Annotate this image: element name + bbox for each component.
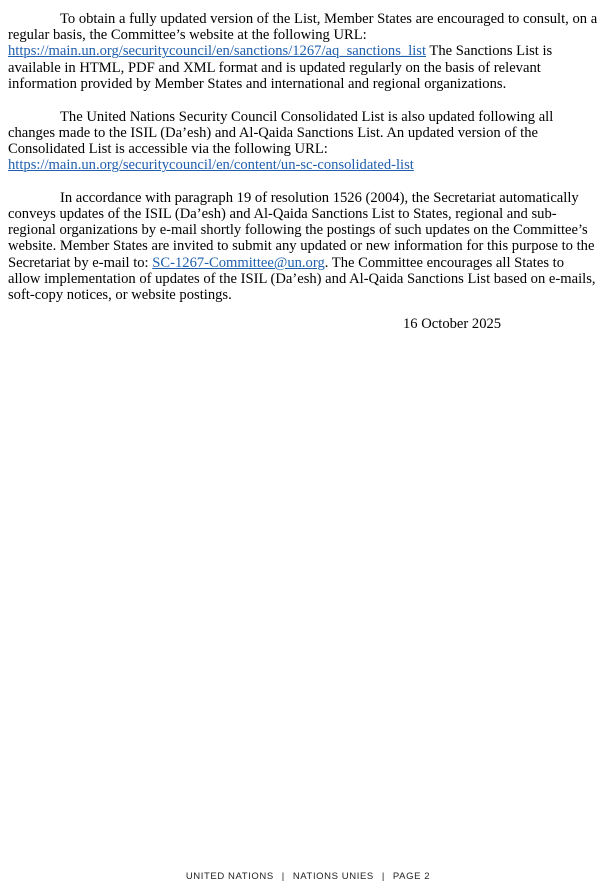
committee-email-link[interactable]: SC-1267-Committee@un.org <box>152 254 325 271</box>
paragraph-text: To obtain a fully updated version of the List, Member States are encouraged to consult, on a regular basis, the Committee’s website at the following URL: <box>8 11 598 44</box>
paragraph-text: The United Nations Security Council Consolidated List is also updated following all changes made to the ISIL (Da’esh) and Al-Qaida Sanctions List. An updated version of the Consolidated List is accessible via the following URL: <box>8 108 554 157</box>
paragraph-text: The Sanctions List is available in HTML, PDF and XML format and is updated regularly on the basis of relevant information provided by Member States and international and regional organizations. <box>8 43 553 92</box>
paragraph-text: In accordance with paragraph 19 of resolution 1526 (2004), the Secretariat automatically conveys updates of the ISIL (Da’esh) and Al-Qaida Sanctions List to States, regional and sub-regional organizations by e-mail shortly following the postings of such updates on the Committee’s website. Member States are invited to submit any updated or new information for this purpose to the Secretariat by e-mail to: <box>8 189 595 271</box>
footer-org-fr: NATIONS UNIES <box>292 871 374 882</box>
footer-separator: | <box>381 871 385 882</box>
footer-separator: | <box>281 871 285 882</box>
paragraph-email-updates <box>8 190 599 303</box>
sanctions-list-link[interactable]: https://main.un.org/securitycouncil/en/sanctions/1267/aq_sanctions_list <box>8 43 427 60</box>
paragraph-sanctions-list-url <box>8 11 599 92</box>
paragraph-text: . The Committee encourages all States to allow implementation of updates of the ISIL (Da’esh) and Al-Qaida Sanctions List based on e-mails, soft-copy notices, or website postings. <box>8 254 596 304</box>
page-footer <box>0 871 616 882</box>
document-body <box>8 11 599 320</box>
footer-org-en: UNITED NATIONS <box>185 871 274 882</box>
paragraph-consolidated-list <box>8 109 599 174</box>
footer-page-number: PAGE 2 <box>392 871 431 882</box>
document-date: 16 October 2025 <box>403 316 502 332</box>
consolidated-list-link[interactable]: https://main.un.org/securitycouncil/en/content/un-sc-consolidated-list <box>8 157 414 174</box>
